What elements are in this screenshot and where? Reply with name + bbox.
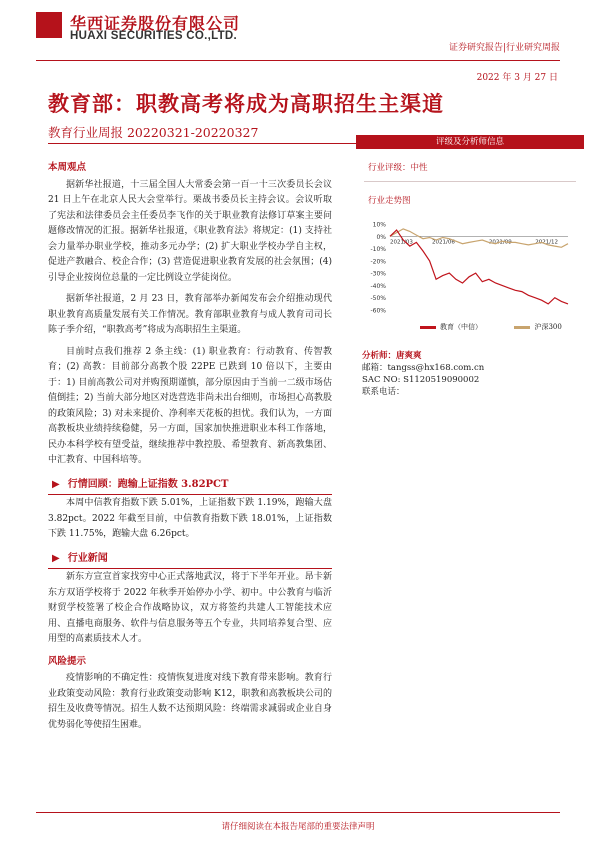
risk-paragraph: 疫情影响的不确定性：疫情恢复进度对线下教育带来影响。教育行业政策变动风险：教育行业政策变动影响 K12，职教和高教板块公司的招生及收费等情况。招生人数不达预期风险：终端需求减弱或企业自身优势弱化等使招生困难。	[48, 673, 332, 730]
y-tick-label: -10%	[370, 246, 386, 254]
analyst-name: 分析师：唐爽爽	[362, 351, 422, 361]
y-tick-label: -20%	[370, 258, 386, 266]
footer-divider	[36, 812, 560, 813]
weekly-view-paragraph-3: 目前时点我们推荐 2 条主线：(1) 职业教育：行动教育、传智教育；(2) 高教：目前部分高教个股 22PE 已跌到 10 倍以下，主要由于：1) 目前高教公司对并购预期谨慎，部分原因由于当前一二级市场估值倒挂；2) 当前大部分地区对选营选非尚未出台细则，市场担心高教股的政策风险；3) 对未来提价、净利率天花板的担忧。我们认为，一方面高教板块业绩持续稳健，另一方面，国家加快推进职业本科工作落地，民办本科学校有望受益，继续推荐中教控股、希望教育、新高教集团、中汇教育、中国科培等。	[48, 346, 332, 465]
arrow-icon: ▶	[52, 552, 60, 564]
industry-news-heading: ▶ 行业新闻	[48, 549, 332, 570]
company-name-cn: 华西证券股份有限公司	[70, 14, 241, 33]
analyst-sac: SAC NO: S1120519090002	[362, 375, 480, 385]
trend-label: 行业走势图	[368, 196, 411, 206]
main-content	[48, 160, 332, 739]
header-divider	[36, 60, 560, 61]
analyst-phone: 联系电话：	[362, 387, 405, 397]
weekly-view-paragraph-2: 据新华社报道，2 月 23 日，教育部举办新闻发布会介绍推动现代职业教育高质量发展有关工作情况。教育部职业教育与成人教育司司长陈子季介绍，“职教高考”将成为高职招生主渠道。	[48, 294, 332, 335]
report-title: 教育部：职教高考将成为高职招生主渠道	[48, 91, 444, 116]
industry-news-paragraph: 新东方宣宣首家找穷中心正式落地武汉，将于下半年开业。昂卡新东方双语学校将于 2022 年秋季开始停办小学、初中。中公教育与临沂财贸学校签署了校企合作战略协议，双方将签约共建人工智能技术应用、直播电商服务、软件与信息服务等五个专业，共同培养复合型、应用型的高素质技术人才。	[48, 572, 332, 644]
weekly-view-paragraph-1: 据新华社报道，十三届全国人大常委会第一百一十三次委员长会议 21 日上午在北京人民大会堂举行。栗战书委员长主持会议。会议听取了宪法和法律委员会主任委员李飞作的关于职业教育法修订草案主要问题修改情况的汇报。据新华社报道，《职业教育法》将规定：(1) 支持社会力量举办职业学校，推动多元办学；(2) 扩大职业学校办学自主权，促进产教融合、校企合作；(3) 营造促进职业教育发展的社会氛围；(4) 引导企业按岗位总量的一定比例设立学徒岗位。	[48, 179, 332, 283]
weekly-view-heading: 本周观点	[48, 162, 87, 173]
y-tick-label: 10%	[372, 221, 386, 229]
company-logo	[36, 12, 62, 38]
legend-item-education: 教育（中信）	[420, 323, 482, 331]
market-review-heading: ▶ 行情回顾：跑输上证指数 3.82PCT	[48, 475, 332, 496]
report-type: 证券研究报告|行业研究周报	[448, 43, 560, 53]
arrow-icon: ▶	[52, 478, 60, 490]
x-tick-label: 2021/06	[431, 239, 455, 246]
x-tick-label: 2021/12	[535, 239, 559, 246]
analyst-info	[362, 350, 484, 398]
legend-item-hs300: 沪深300	[514, 323, 561, 331]
y-tick-label: -40%	[370, 282, 386, 290]
y-tick-label: -30%	[370, 270, 386, 278]
sidebar-divider	[364, 181, 576, 182]
y-tick-label: 0%	[376, 233, 386, 241]
y-tick-label: -60%	[370, 307, 386, 315]
industry-rating: 行业评级：中性	[368, 163, 428, 173]
x-tick-label: 2021/09	[488, 239, 512, 246]
legal-notice: 请仔细阅读在本报告尾部的重要法律声明	[221, 822, 375, 832]
market-review-paragraph: 本周中信教育指数下跌 5.01%，上证指数下跌 1.19%，跑输大盘 3.82pct。2022 年截至目前，中信教育指数下跌 18.01%，上证指数下跌 11.75%，跑输大盘 6.26pct。	[48, 498, 332, 539]
rating-bar: 评级及分析师信息	[356, 135, 584, 149]
trend-chart	[362, 218, 576, 318]
sidebar	[356, 135, 584, 206]
analyst-email: 邮箱：tangss@hx168.com.cn	[362, 363, 485, 373]
y-tick-label: -50%	[370, 295, 386, 303]
risk-heading: 风险提示	[48, 655, 87, 667]
report-subtitle: 教育行业周报 20220321-20220327	[48, 125, 259, 140]
company-name-en: HUAXI SECURITIES CO.,LTD.	[70, 30, 238, 42]
chart-legend	[420, 322, 562, 332]
x-tick-label: 2021/03	[390, 239, 413, 246]
report-date: 2022 年 3 月 27 日	[476, 73, 558, 83]
